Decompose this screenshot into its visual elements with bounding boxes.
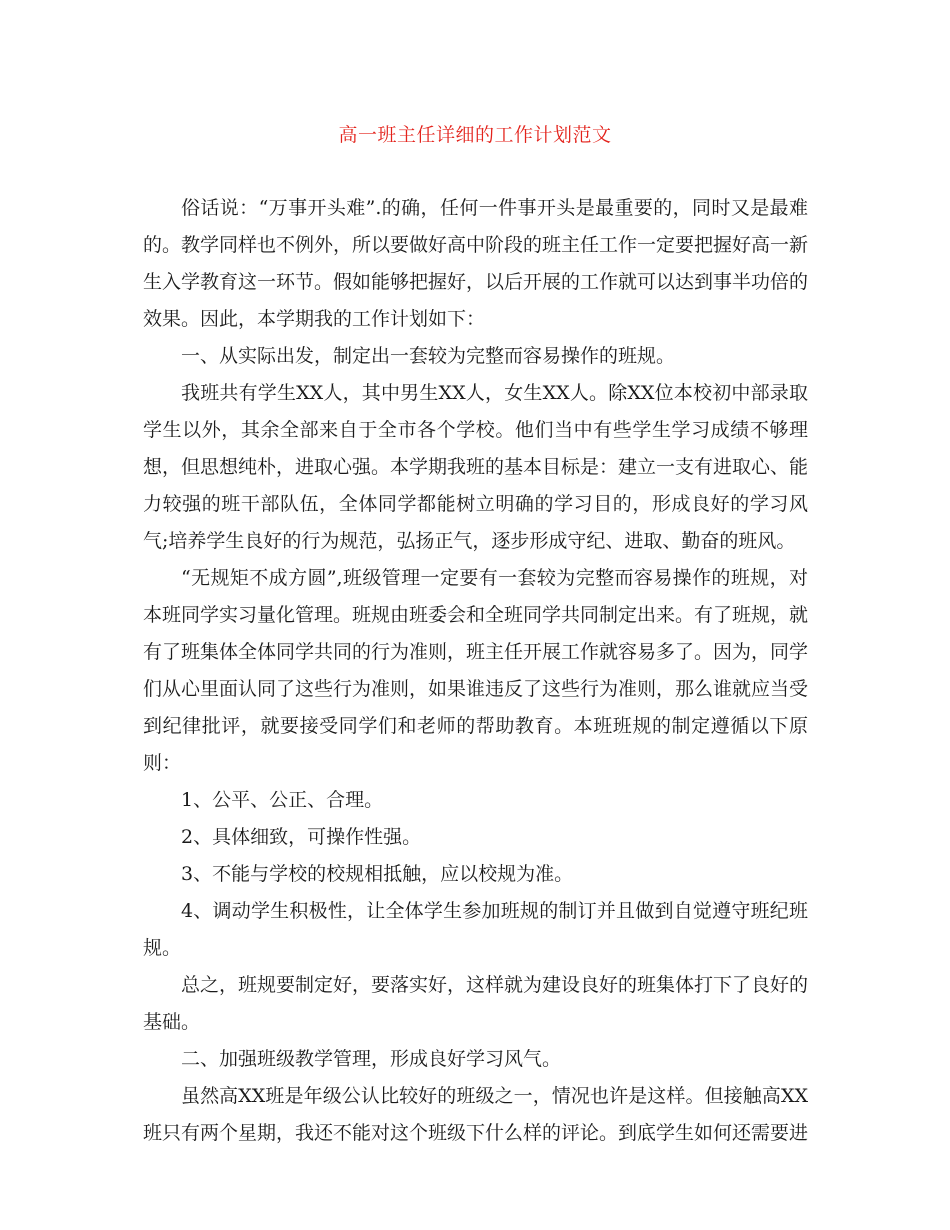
principle-item-4: 4、调动学生积极性，让全体学生参加班规的制订并且做到自觉遵守班纪班规。 — [143, 900, 808, 959]
paragraph-class-rules: “无规矩不成方圆”,班级管理一定要有一套较为完整而容易操作的班规，对本班同学实习量化管理。班规由班委会和全班同学共同制定出来。有了班规，就有了班集体全体同学共同的行为准则，班主任开展工作就容易多了。因为，同学们从心里面认同了这些行为准则，如果谁违反了这些行为准则，那么谁就应当受到纪律批评，就要接受同学们和老师的帮助教育。本班班规的制定遵循以下原则： — [143, 567, 809, 774]
document-body — [143, 190, 808, 1152]
paragraph-class-profile: 我班共有学生XX人，其中男生XX人，女生XX人。除XX位本校初中部录取学生以外，其余全部来自于全市各个学校。他们当中有些学生学习成绩不够理想，但思想纯朴，进取心强。本学期我班的基本目标是：建立一支有进取心、能力较强的班干部队伍，全体同学都能树立明确的学习目的，形成良好的学习风气;培养学生良好的行为规范，弘扬正气，逐步形成守纪、进取、勤奋的班风。 — [143, 382, 809, 552]
document-title: 高一班主任详细的工作计划范文 — [338, 124, 612, 146]
principle-item-1: 1、公平、公正、合理。 — [181, 789, 384, 811]
paragraph-summary: 总之，班规要制定好，要落实好，这样就为建设良好的班集体打下了良好的基础。 — [143, 974, 809, 1033]
paragraph-teaching: 虽然高XX班是年级公认比较好的班级之一，情况也许是这样。但接触高XX班只有两个星期，我还不能对这个班级下什么样的评论。到底学生如何还需要进 — [143, 1085, 809, 1144]
paragraph-intro: 俗话说：“万事开头难”.的确，任何一件事开头是最重要的，同时又是最难的。教学同样也不例外，所以要做好高中阶段的班主任工作一定要把握好高一新生入学教育这一环节。假如能够把握好，以后开展的工作就可以达到事半功倍的效果。因此，本学期我的工作计划如下： — [143, 197, 809, 330]
principle-item-3: 3、不能与学校的校规相抵触，应以校规为准。 — [181, 863, 574, 885]
section-heading-1: 一、从实际出发，制定出一套较为完整而容易操作的班规。 — [181, 345, 676, 367]
section-heading-2: 二、加强班级教学管理，形成良好学习风气。 — [181, 1048, 562, 1070]
principle-item-2: 2、具体细致，可操作性强。 — [181, 826, 422, 848]
